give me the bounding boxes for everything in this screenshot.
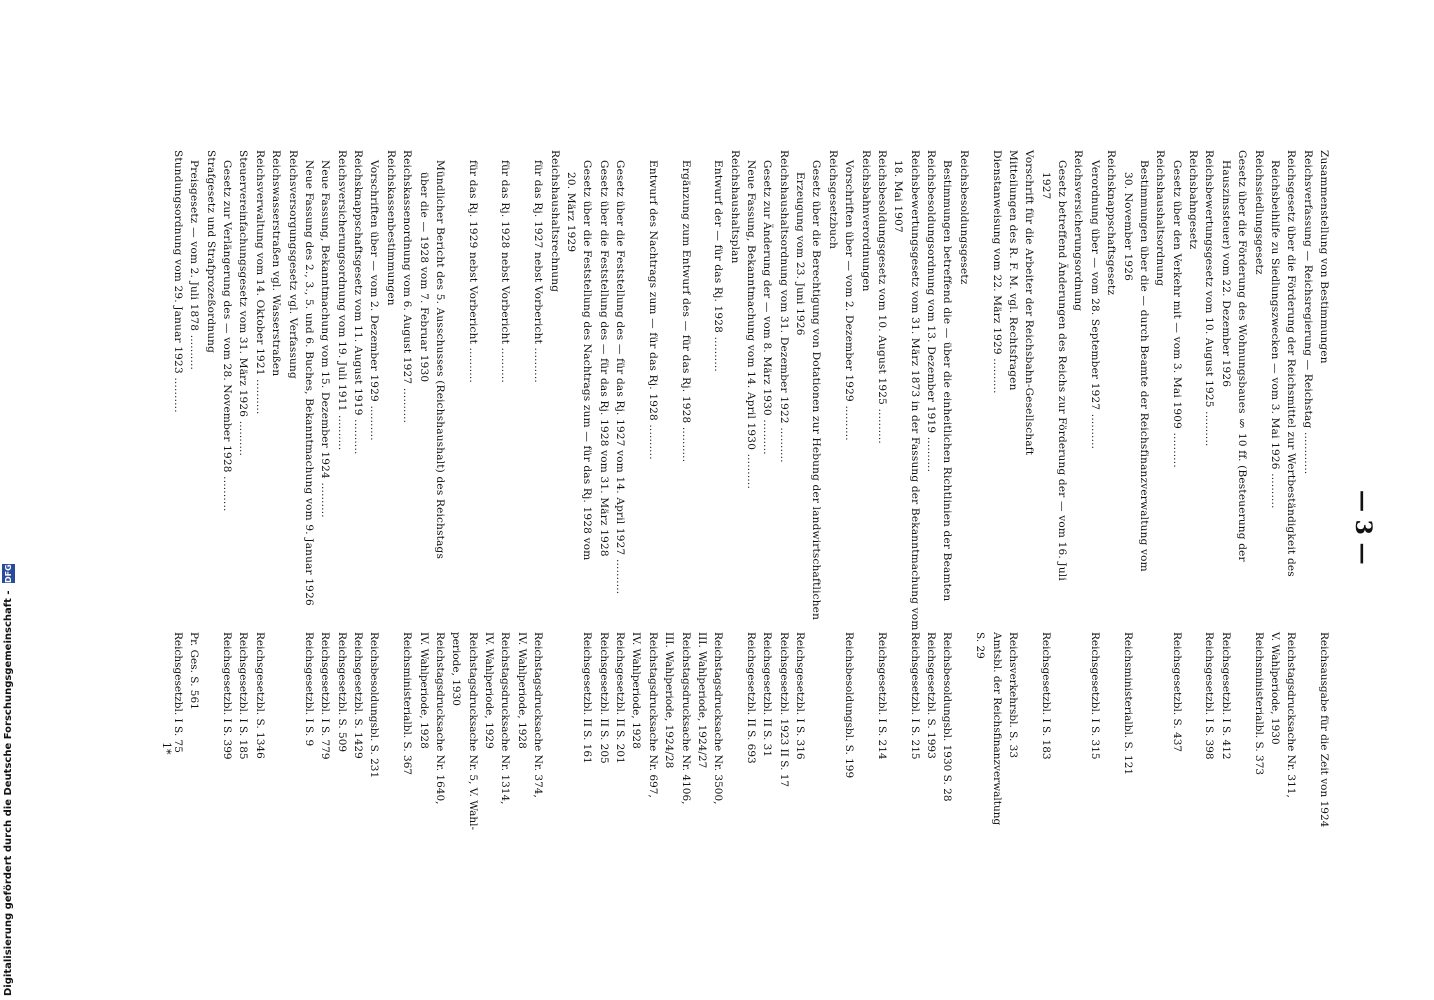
index-entry-text: Reichsverfassung — Reichsregierung — Reichstag ............ bbox=[1302, 150, 1314, 475]
index-entry-text: 20. März 1929 bbox=[565, 172, 577, 253]
index-entry-text: Neue Fassung des 2., 3., 5. und 6. Buches, Bekanntmachung vom 9. Januar 1926 bbox=[303, 160, 315, 606]
index-entry-reference: Reichsgesetzbl. I S. 315 bbox=[1089, 632, 1101, 760]
index-entry-reference: Reichsgesetzbl. II S. 693 bbox=[745, 632, 757, 764]
index-entry-text: Reichsgesetzbuch bbox=[827, 150, 839, 250]
index-entry-reference: IV. Wahlperiode, 1929 bbox=[483, 632, 495, 749]
index-entry-text: Zusammenstellung von Bestimmungen bbox=[1318, 150, 1330, 364]
index-entry-reference: Reichsverkehrsbl. S. 33 bbox=[1007, 632, 1019, 759]
index-entry-text: Gesetz über die Feststellung des Nachtrags zum — für das Rj. 1928 vom bbox=[581, 160, 593, 561]
index-entry-text: Reichshaushaltsordnung vom 31. Dezember 1922 .......... bbox=[778, 150, 790, 463]
index-entry-text: Reichsbewertungsgesetz vom 31. März 1873 in der Fassung der Bekanntmachung vom bbox=[909, 150, 921, 631]
index-entry-text: Hauszinssteuer) vom 22. Dezember 1926 bbox=[1220, 160, 1232, 388]
index-entry-reference: Reichsgesetzbl. II S. 31 bbox=[761, 632, 773, 758]
index-entry-reference: Reichsgesetzbl. S. 437 bbox=[1171, 632, 1183, 753]
index-entry-text: Reichsknappschaftsgesetz bbox=[1105, 150, 1117, 296]
index-entry-text: Gesetz zur Änderung der — vom 8. März 1930 .......... bbox=[761, 160, 773, 455]
index-entry-text: Vorschriften über — vom 2. Dezember 1929 .......... bbox=[843, 160, 855, 441]
index-entry-text: Reichsgesetz über die Förderung der Reichsmittel zur Wertbeständigkeit des bbox=[1285, 150, 1297, 577]
index-entry-text: Reichskassenordnung vom 6. August 1927 .......... bbox=[401, 150, 413, 424]
index-entry-reference: Reichsgesetzbl. I S. 398 bbox=[1203, 632, 1215, 760]
index-entry-text: Strafgesetz und Strafprozeßordnung bbox=[205, 150, 217, 354]
index-entry-reference: Reichsgesetzbl. S. 1993 bbox=[925, 632, 937, 759]
index-entry-reference: V. Wahlperiode, 1930 bbox=[1269, 632, 1281, 745]
index-entry-reference: IV. Wahlperiode, 1928 bbox=[630, 632, 642, 749]
index-entry-text: Reichsversicherungsordnung bbox=[1072, 150, 1084, 312]
index-entry-text: Neue Fassung, Bekanntmachung vom 14. April 1930 .......... bbox=[745, 160, 757, 489]
index-entry-text: Reichsbesoldungsgesetz vom 10. August 1925 .......... bbox=[876, 150, 888, 444]
index-entry-text: Reichsbahnverordnungen bbox=[860, 150, 872, 292]
index-entry-text: Dienstanweisung vom 22. März 1929 .......... bbox=[991, 150, 1003, 394]
index-entry-reference: Reichsgesetzbl. II S. 161 bbox=[581, 632, 593, 764]
index-entry-text: Neue Fassung, Bekanntmachung vom 15. Dezember 1924 .......... bbox=[319, 160, 331, 518]
index-entry-text: Ergänzung zum Entwurf des — für das Rj. 1928 .......... bbox=[680, 160, 692, 463]
index-entry-reference: Reichsgesetzbl. I S. 9 bbox=[303, 632, 315, 747]
index-entry-text: 18. Mai 1907 bbox=[892, 160, 904, 233]
index-entry-text: Gesetz zur Verlängerung des — vom 28. November 1928 .......... bbox=[221, 160, 233, 512]
index-entry-text: Reichsbahngesetz bbox=[1187, 150, 1199, 250]
index-entry-text: Reichsbesoldungsgesetz bbox=[958, 150, 970, 285]
index-entry-text: Reichsversicherungsordnung vom 19. Juli 1911 .......... bbox=[336, 150, 348, 451]
index-entry-reference: Reichsbesoldungsbl. S. 231 bbox=[368, 632, 380, 779]
index-entry-reference: Reichstagsdrucksache Nr. 697, bbox=[647, 632, 659, 798]
index-entry-reference: III. Wahlperiode, 1924/28 bbox=[663, 632, 675, 769]
index-entry-reference: Reichstagsdrucksache Nr. 3500, bbox=[712, 632, 724, 805]
index-entry-reference: Reichsministerialbl. S. 367 bbox=[401, 632, 413, 776]
index-entry-text: Verordnung über — vom 28. September 1927 .......... bbox=[1089, 160, 1101, 450]
index-entry-reference: Reichstagsdrucksache Nr. 4106, bbox=[680, 632, 692, 805]
index-entry-text: für das Rj. 1929 nebst Vorbericht .......... bbox=[467, 160, 479, 383]
dfg-logo: DFG bbox=[4, 564, 13, 583]
index-entry-text: Entwurf des Nachtrags zum — für das Rj. 1928 .......... bbox=[647, 160, 659, 460]
index-entry-reference: Reichstagsdrucksache Nr. 1640, bbox=[434, 632, 446, 805]
index-entry-text: Bestimmungen über die — durch Beamte der Reichsfinanzverwaltung vom bbox=[1138, 160, 1150, 572]
index-entry-reference: Reichsministerialbl. S. 373 bbox=[1253, 632, 1265, 776]
index-entry-text: Reichsversorgungsgesetz vgl. Verfassung bbox=[287, 150, 299, 379]
index-entry-text: Reichswasserstraßen vgl. Wasserstraßen bbox=[270, 150, 282, 377]
index-entry-text: Reichskassenbestimmungen bbox=[385, 150, 397, 306]
index-entry-text: Reichshaushaltsplan bbox=[729, 150, 741, 264]
index-entry-reference: Reichsgesetzbl. I S. 779 bbox=[319, 632, 331, 760]
index-entry-text: Erzeugung vom 23. Juni 1926 bbox=[794, 172, 806, 336]
index-entry-text: Mündlicher Bericht des 5. Ausschusses (Reichshaushalt) des Reichstags bbox=[434, 160, 446, 560]
index-entry-reference: Pr. Ges. S. 561 bbox=[188, 632, 200, 710]
index-entry-reference: periode, 1930 bbox=[450, 632, 462, 706]
index-entry-reference: Reichsgesetzbl. S. 1429 bbox=[352, 632, 364, 759]
index-entry-text: Gesetz betreffend Änderungen des Reichs zur Förderung der — vom 16. Juli bbox=[1056, 160, 1068, 581]
index-entry-text: Entwurf der — für das Rj. 1928 .......... bbox=[712, 160, 724, 372]
index-entry-reference: Reichstagsdrucksache Nr. 311, bbox=[1285, 632, 1297, 798]
index-entry-reference: Reichsgesetzbl. I S. 412 bbox=[1220, 632, 1232, 760]
index-entry-text: Bestimmungen betreffend die — über die einheitlichen Richtlinien der Beamten bbox=[941, 160, 953, 602]
index-entry-reference: Reichsgesetzbl. S. 509 bbox=[336, 632, 348, 753]
digitization-footer bbox=[2, 564, 14, 996]
index-entry-text: Gesetz über die Förderung des Wohnungsbaues § 10 ff. (Besteuerung der bbox=[1236, 150, 1248, 562]
index-entry-text: Gesetz über die Feststellung des — für das Rj. 1928 vom 31. März 1928 bbox=[598, 160, 610, 557]
index-entry-text: Preisgesetz — vom 2. Juli 1878 .......... bbox=[188, 160, 200, 371]
index-entry-reference: III. Wahlperiode, 1924/27 bbox=[696, 632, 708, 769]
index-entry-text: Reichsknappschaftsgesetz vom 11. August 1919 .......... bbox=[352, 150, 364, 455]
index-entry-text: Gesetz über den Verkehr mit — vom 3. Mai 1909 .......... bbox=[1171, 160, 1183, 468]
index-entry-reference: S. 29 bbox=[974, 632, 986, 659]
index-entry-reference: Reichsgesetzbl. I S. 399 bbox=[221, 632, 233, 760]
index-entry-reference: Reichstagsdrucksache Nr. 5, V. Wahl- bbox=[467, 632, 479, 831]
index-entry-reference: Reichsausgabe für die Zeit von 1924 bbox=[1318, 632, 1330, 828]
index-entry-text: Reichshaushaltsrechnung bbox=[549, 150, 561, 293]
index-entry-text: Stundungsordnung vom 29. Januar 1923 .......... bbox=[172, 150, 184, 413]
index-entry-text: Steuervereinfachungsgesetz vom 31. März 1926 .......... bbox=[237, 150, 249, 457]
index-entry-text: Vorschrift für die Arbeiter der Reichsbahn-Gesellschaft bbox=[1023, 150, 1035, 456]
page-number: — 3 — bbox=[1350, 490, 1376, 565]
index-entry-reference: Reichsgesetzbl. II S. 205 bbox=[598, 632, 610, 764]
index-entry-text: Gesetz über die Berechtigung von Dotationen zur Hebung der landwirtschaftlichen bbox=[810, 160, 822, 621]
footer-text: Digitalisierung gefördert durch die Deutsche Forschungsgemeinschaft - bbox=[3, 590, 14, 996]
index-entry-text: Reichsbesoldungsordnung vom 13. Dezember 1919 .......... bbox=[925, 150, 937, 473]
index-entry-reference: Reichsgesetzbl. I S. 75 bbox=[172, 632, 184, 753]
index-entry-text: Reichssiedlungsgesetz bbox=[1253, 150, 1265, 275]
index-entry-text: 30. November 1926 bbox=[1122, 172, 1134, 282]
index-entry-reference: Reichsgesetzbl. I S. 316 bbox=[794, 632, 806, 760]
index-entry-text: Gesetz über die Feststellung des — für das Rj. 1927 vom 14. April 1927 .......... bbox=[614, 160, 626, 595]
index-entry-reference: Reichsgesetzbl. I S. 183 bbox=[1040, 632, 1052, 760]
index-entry-text: Vorschriften über — vom 2. Dezember 1929 .......... bbox=[368, 160, 380, 441]
index-entry-reference: Reichstagsdrucksache Nr. 374, bbox=[532, 632, 544, 798]
index-entry-text: Reichsbeihilfe zu Siedlungszwecken — vom 3. Mai 1926 .......... bbox=[1269, 160, 1281, 509]
signature-mark: 1* bbox=[160, 742, 173, 755]
index-entry-reference: Reichsgesetzbl. I S. 214 bbox=[876, 632, 888, 760]
index-entry-reference: IV. Wahlperiode, 1928 bbox=[418, 632, 430, 749]
index-entry-reference: Reichstagsdrucksache Nr. 1314, bbox=[499, 632, 511, 805]
index-entry-text: Reichshaushaltsordnung bbox=[1154, 150, 1166, 287]
index-entry-reference: Reichsbesoldungsbl. 1930 S. 28 bbox=[941, 632, 953, 802]
index-entry-text: über die — 1928 vom 7. Februar 1930 bbox=[418, 172, 430, 383]
index-entry-text: Mitteilungen des R. F. M. vgl. Rechtsfragen bbox=[1007, 150, 1019, 391]
index-entry-reference: Reichsgesetzbl. 1923 II S. 17 bbox=[778, 632, 790, 788]
index-entry-reference: Reichsbesoldungsbl. S. 199 bbox=[843, 632, 855, 779]
index-entry-reference: IV. Wahlperiode, 1928 bbox=[516, 632, 528, 749]
index-entry-reference: Reichsgesetzbl. I S. 185 bbox=[237, 632, 249, 760]
index-entry-text: Reichsbewertungsgesetz vom 10. August 1925 .......... bbox=[1203, 150, 1215, 447]
index-entry-reference: Reichsgesetzbl. I S. 215 bbox=[909, 632, 921, 760]
index-entry-text: Reichsverwaltung vom 14. Oktober 1921 .......... bbox=[254, 150, 266, 415]
index-entry-text: 1927 bbox=[1040, 172, 1052, 200]
index-entry-reference: Reichsgesetzbl. II S. 201 bbox=[614, 632, 626, 764]
index-entry-text: für das Rj. 1927 nebst Vorbericht .......... bbox=[532, 160, 544, 383]
index-entry-text: für das Rj. 1928 nebst Vorbericht .......... bbox=[499, 160, 511, 383]
index-entry-reference: Reichsministerialbl. S. 121 bbox=[1122, 632, 1134, 776]
index-entry-reference: Amtsbl. der Reichsfinanzverwaltung bbox=[991, 632, 1003, 826]
index-entry-reference: Reichsgesetzbl. S. 1346 bbox=[254, 632, 266, 759]
